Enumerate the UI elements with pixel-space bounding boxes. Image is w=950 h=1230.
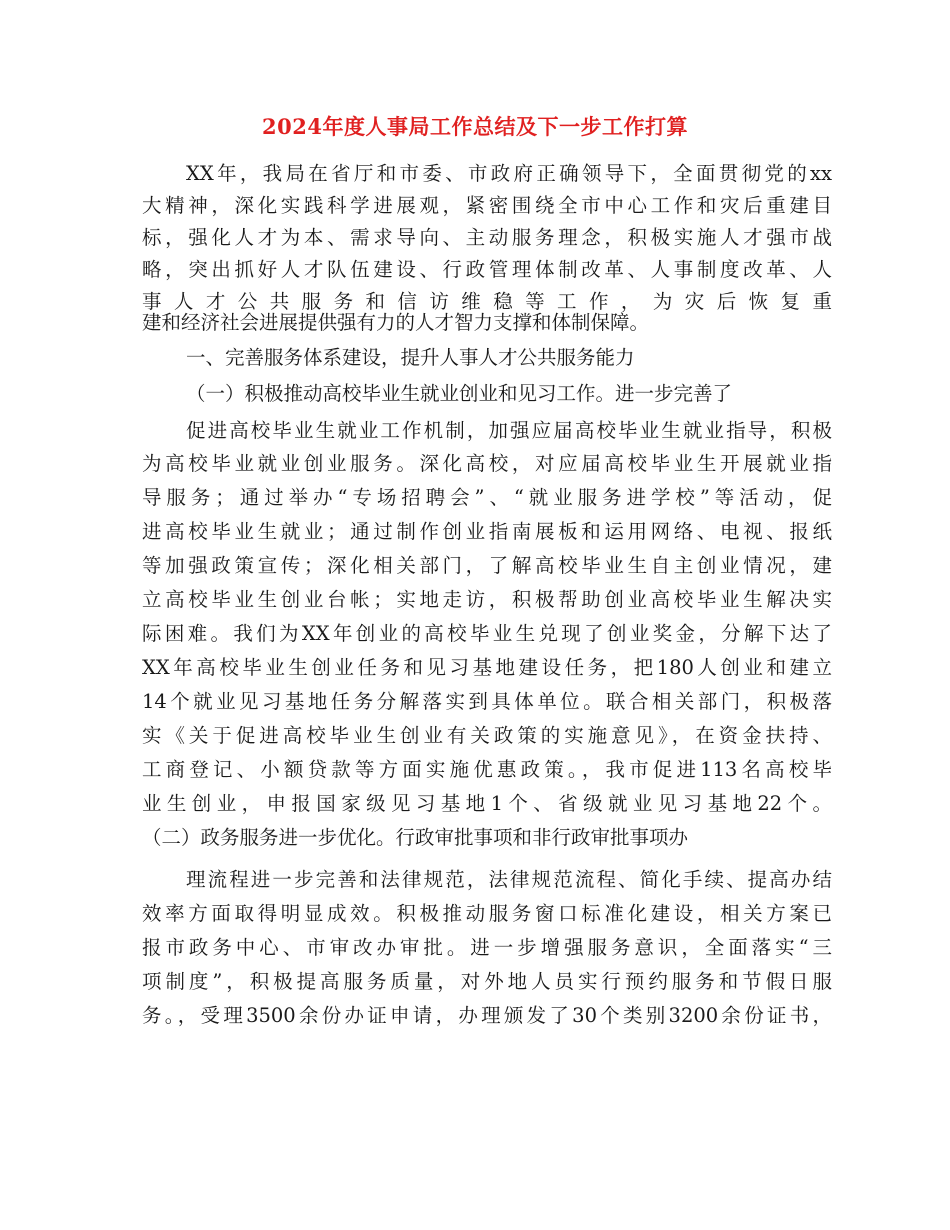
section-heading: （一）积极推动高校毕业生就业创业和见习工作。进一步完善了	[186, 382, 733, 405]
paragraph-line: XX年高校毕业生创业任务和见习基地建设任务，把180人创业和建立	[142, 656, 832, 679]
paragraph-line: 标，强化人才为本、需求导向、主动服务理念，积极实施人才强市战	[142, 226, 832, 249]
paragraph-line: 工商登记、小额贷款等方面实施优惠政策。，我市促进113名高校毕	[142, 758, 832, 781]
document-title: 2024年度人事局工作总结及下一步工作打算	[262, 114, 688, 139]
paragraph-line: 14个就业见习基地任务分解落实到具体单位。联合相关部门，积极落	[142, 690, 832, 713]
paragraph-line: 理流程进一步完善和法律规范，法律规范流程、简化手续、提高办结	[186, 868, 832, 891]
paragraph-line: 立高校毕业生创业台帐；实地走访，积极帮助创业高校毕业生解决实	[142, 588, 832, 611]
paragraph-line: 为高校毕业就业创业服务。深化高校，对应届高校毕业生开展就业指	[142, 452, 832, 475]
paragraph-line: 等加强政策宣传；深化相关部门，了解高校毕业生自主创业情况，建	[142, 554, 832, 577]
paragraph-line: 进高校毕业生就业；通过制作创业指南展板和运用网络、电视、报纸	[142, 520, 832, 543]
paragraph-line: 一、完善服务体系建设，提升人事人才公共服务能力	[186, 346, 635, 369]
paragraph-line: 实《关于促进高校毕业生创业有关政策的实施意见》，在资金扶持、	[142, 724, 832, 747]
paragraph-line: （二）政务服务进一步优化。行政审批事项和非行政审批事项办	[142, 826, 689, 849]
paragraph-line: 效率方面取得明显成效。积极推动服务窗口标准化建设，相关方案已	[142, 902, 832, 925]
paragraph-line: 报市政务中心、市审改办审批。进一步增强服务意识，全面落实“三	[142, 936, 832, 959]
paragraph-line: 事人才公共服务和信访维稳等工作，为灾后恢复重	[142, 290, 832, 313]
paragraph-line: 略，突出抓好人才队伍建设、行政管理体制改革、人事制度改革、人	[142, 258, 832, 281]
paragraph-line: 导服务；通过举办“专场招聘会”、“就业服务进学校”等活动，促	[142, 486, 832, 509]
paragraph-line: XX年，我局在省厅和市委、市政府正确领导下，全面贯彻党的xx	[186, 162, 832, 185]
paragraph-line: 际困难。我们为XX年创业的高校毕业生兑现了创业奖金，分解下达了	[142, 622, 832, 645]
paragraph-line: 促进高校毕业生就业工作机制，加强应届高校毕业生就业指导，积极	[186, 419, 832, 442]
paragraph-line: 大精神，深化实践科学进展观，紧密围绕全市中心工作和灾后重建目	[142, 194, 832, 217]
paragraph-line: 建和经济社会进展提供强有力的人才智力支撑和体制保障。	[142, 311, 650, 334]
paragraph-line: 项制度”，积极提高服务质量，对外地人员实行预约服务和节假日服	[142, 970, 832, 993]
paragraph-line: 业生创业，申报国家级见习基地1个、省级就业见习基地22个。	[142, 792, 832, 815]
paragraph-line: 务。，受理3500余份办证申请，办理颁发了30个类别3200余份证书，	[142, 1004, 832, 1027]
